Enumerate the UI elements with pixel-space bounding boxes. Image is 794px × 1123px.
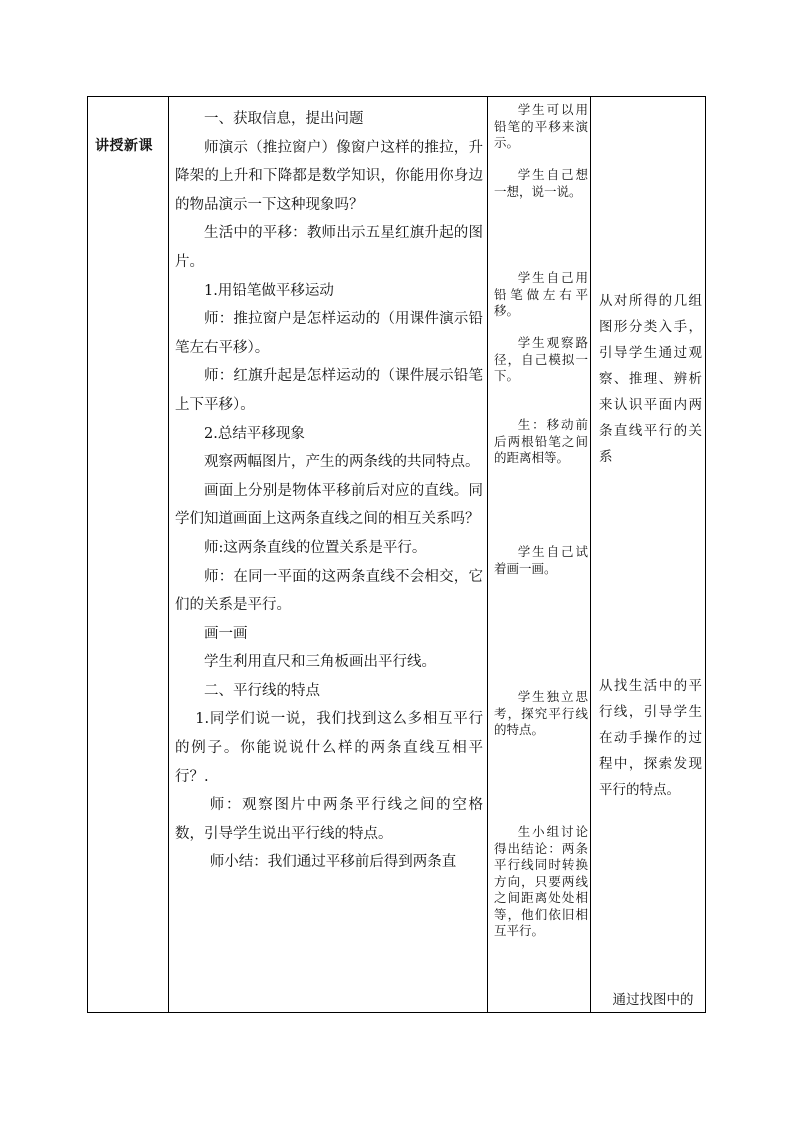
student-activity-column: [488, 97, 590, 1012]
content-paragraph: 师：推拉窗户是怎样运动的（用课件演示铅笔左右平移）。: [175, 311, 483, 356]
student-activity: 生小组讨论得出结论：两条平行线同时转换方向，只要两线之间距离处处相等，他们依旧相互平行。: [494, 824, 588, 938]
content-paragraph: 生活中的平移：教师出示五星红旗升起的图片。: [175, 225, 483, 270]
content-paragraph: 师：观察图片中两条平行线之间的空格数，引导学生说出平行线的特点。: [175, 797, 483, 842]
student-activity: 学生可以用铅笔的平移来演示。: [494, 102, 588, 150]
section-column: [88, 97, 168, 1012]
lesson-plan-table: [87, 96, 706, 1013]
design-intent: 从找生活中的平行线，引导学生在动手操作的过程中，探索发现平行的特点。: [599, 678, 702, 798]
content-paragraph: 1.同学们说一说，我们找到这么多相互平行的例子。你能说说什么样的两条直线互相平行？.: [175, 711, 483, 785]
content-heading: 一、获取信息，提出问题: [204, 111, 364, 127]
student-activity: 学生自己试着画一画。: [494, 544, 588, 576]
section-label: 讲授新课: [95, 138, 153, 154]
content-subheading: 画一画: [204, 625, 248, 642]
content-paragraph: 师小结：我们通过平移前后得到两条直: [209, 854, 457, 871]
student-activity: 学生自己想一想，说一说。: [494, 167, 588, 199]
content-paragraph: 师:这两条直线的位置关系是平行。: [204, 539, 427, 556]
content-paragraph: 师：红旗升起是怎样运动的（课件展示铅笔上下平移）。: [175, 368, 483, 413]
content-paragraph: 画面上分别是物体平移前后对应的直线。同学们知道画面上这两条直线之间的相互关系吗？: [175, 482, 483, 528]
student-activity: 学生观察路径，自己模拟一下。: [494, 335, 588, 383]
teaching-content: [175, 105, 483, 877]
content-paragraph: 师：在同一平面的这两条直线不会相交，它们的关系是平行。: [175, 568, 483, 614]
content-heading: 二、平行线的特点: [204, 682, 320, 699]
design-intent: 从对所得的几组图形分类入手，引导学生通过观察、推理、辨析来认识平面内两条直线平行的关系: [599, 293, 702, 465]
design-intent-column: [591, 97, 706, 1012]
student-activity: 生：移动前后两根铅笔之间的距离相等。: [494, 417, 588, 465]
content-paragraph: 学生利用直尺和三角板画出平行线。: [204, 654, 436, 671]
content-subheading: 1.用铅笔做平移运动: [204, 282, 334, 299]
student-activity: 学生独立思考，探究平行线的特点。: [494, 689, 588, 737]
design-intent: 通过找图中的: [612, 992, 694, 1008]
content-subheading: 2.总结平移现象: [204, 425, 305, 442]
content-paragraph: 观察两幅图片，产生的两条线的共同特点。: [204, 454, 480, 471]
teaching-content-column: [169, 97, 487, 1012]
student-activity: 学生自己用铅笔做左右平移。: [494, 270, 588, 318]
content-paragraph: 师演示（推拉窗户）像窗户这样的推拉，升降架的上升和下降都是数学知识，你能用你身边的物品演示一下这种现象吗？: [175, 139, 483, 213]
